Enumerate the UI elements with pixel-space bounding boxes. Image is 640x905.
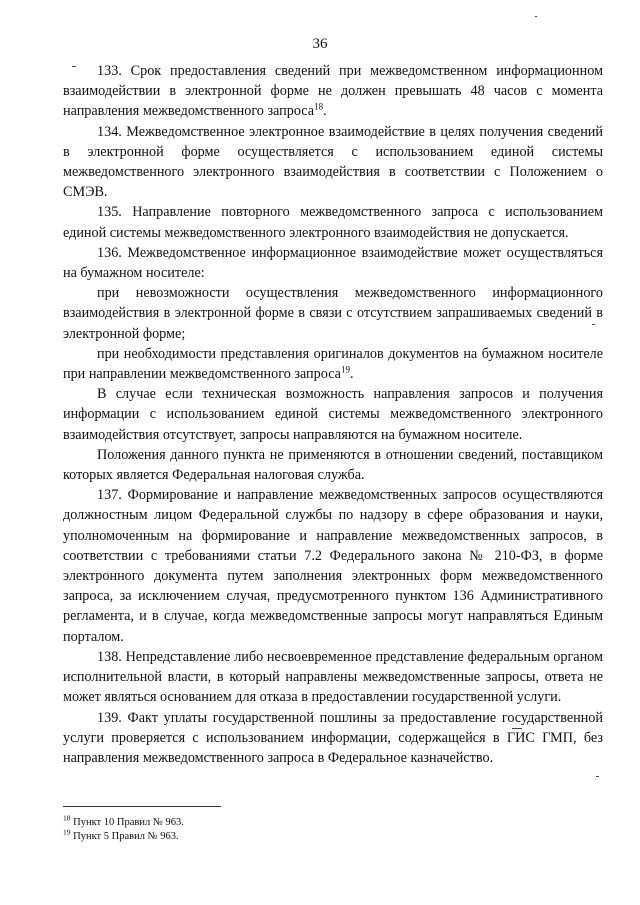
paragraph-137: 137. Формирование и направление межведомственных запросов осуществляются должностным лицом Федеральной службы по надзору в сфере образования и науки, уполномоченным на формирование и направление межведомственных запросов, в соответствии с требованиями статьи 7.2 Федерального закона № 210-ФЗ, в форме электронного документа путем заполнения электронных форм межведомственного запроса, за исключением случая, предусмотренного пунктом 136 Административного регламента, и в случае, когда межведомственные запросы могут направляться Единым порталом.: [63, 487, 603, 645]
paragraph-136: 136. Межведомственное информационное взаимодействие может осуществляться на бумажном носителе:: [63, 244, 603, 282]
paragraph-139: 139. Факт уплаты государственной пошлины за предоставление государственной услуги проверяется с использованием информации, содержащейся в ГИС ГМП, без направления межведомственного запроса в Федеральное казначейство.: [63, 709, 603, 766]
footnote-divider: [63, 806, 221, 807]
paragraph-138: 138. Непредставление либо несвоевременное представление федеральным органом исполнительной власти, в который направлены межведомственные запросы, ответа не может являться основанием для отказа в предоставлении государственной услуги.: [63, 648, 603, 706]
footnote-18: $^{18}$ Пункт 10 Правил № 963.: [63, 813, 184, 828]
paragraph-136-item-2: при необходимости представления оригиналов документов на бумажном носителе при направлении межведомственного запроса$^{19}$.: [63, 345, 603, 383]
paragraph-136-item-1: при невозможности осуществления межведомственного информационного взаимодействия в электронной форме в связи с отсутствием запрашиваемых сведений в электронной форме;: [63, 285, 603, 342]
paragraph-133: 133. Срок предоставления сведений при межведомственном информационном взаимодействии в электронной форме не должен превышать 48 часов с момента направления межведомственного запроса$^{18}$.: [63, 63, 603, 120]
scan-speck: [72, 66, 76, 67]
scan-speck: [596, 776, 599, 777]
page-number: 36: [312, 36, 328, 52]
document-body: [63, 61, 603, 768]
paragraph-136-exception: Положения данного пункта не применяются в отношении сведений, поставщиком которых является Федеральная налоговая служба.: [63, 446, 603, 484]
footnote-19: $^{19}$ Пункт 5 Правил № 963.: [63, 827, 179, 842]
paragraph-134: 134. Межведомственное электронное взаимодействие в целях получения сведений в электронной форме осуществляется с использованием единой системы межведомственного электронного взаимодействия в соответствии с Положением о СМЭВ.: [63, 123, 603, 201]
footnote-ref-19[interactable]: 19: [340, 364, 350, 375]
footnote-ref-18[interactable]: 18: [314, 101, 324, 112]
paragraph-135: 135. Направление повторного межведомственного запроса с использованием единой системы межведомственного электронного взаимодействия не допускается.: [63, 204, 603, 241]
paragraph-136-note: В случае если техническая возможность направления запросов и получения информации с использованием единой системы межведомственного электронного взаимодействия отсутствует, запросы направляются на бумажном носителе.: [63, 386, 603, 443]
scan-speck: [512, 728, 522, 729]
scan-speck: [535, 16, 537, 17]
footnotes: [63, 806, 603, 844]
scan-speck: [592, 324, 595, 325]
